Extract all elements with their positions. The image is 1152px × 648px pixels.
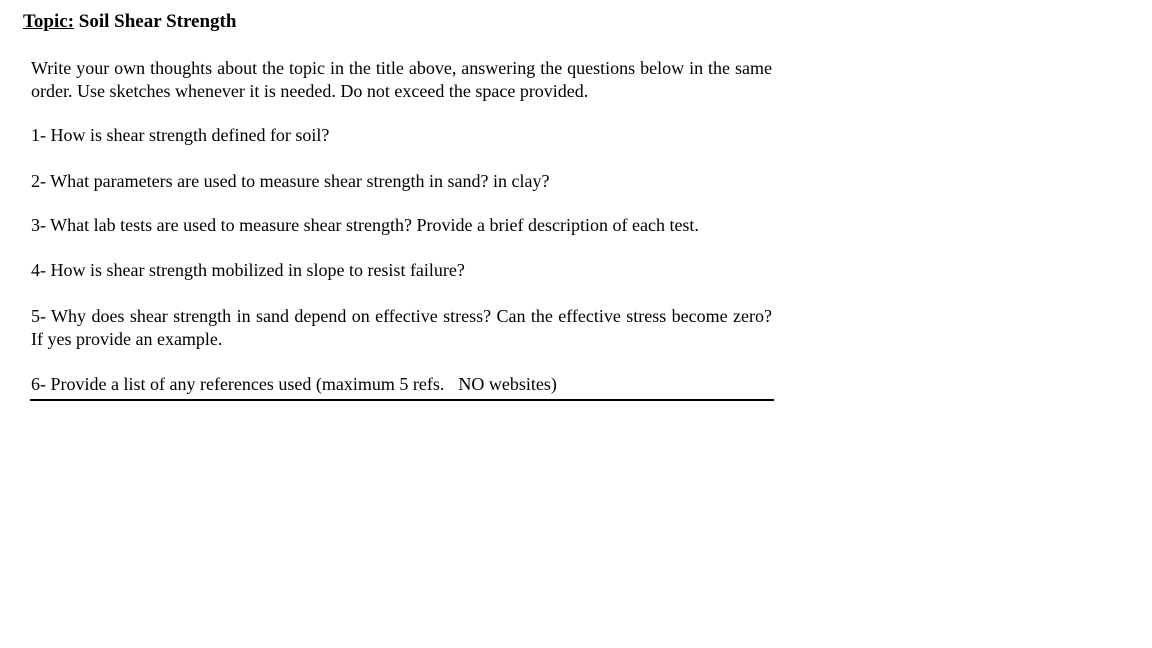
topic-title: Soil Shear Strength: [78, 11, 237, 32]
question-6: [31, 373, 772, 396]
question-6-tail: NO websites): [458, 374, 557, 394]
topic-label: Topic:: [23, 11, 75, 32]
question-3: 3- What lab tests are used to measure shear strength? Provide a brief description of each test.: [31, 215, 699, 235]
page-title: [23, 11, 236, 33]
question-6-main: 6- Provide a list of any references used (maximum 5 refs.: [31, 374, 445, 394]
question-1: 1- How is shear strength defined for soil?: [31, 125, 330, 145]
question-5: 5- Why does shear strength in sand depend on effective stress? Can the effective stress become zero? If yes provide an example.: [31, 306, 772, 349]
bottom-divider: [30, 399, 774, 401]
question-2: 2- What parameters are used to measure shear strength in sand? in clay?: [31, 170, 550, 191]
assignment-body: [31, 57, 772, 396]
question-4: 4- How is shear strength mobilized in slope to resist failure?: [31, 259, 465, 280]
instructions-text: Write your own thoughts about the topic in the title above, answering the questions below in the same order. Use sketches whenever it is needed. Do not exceed the space provided.: [31, 58, 772, 101]
